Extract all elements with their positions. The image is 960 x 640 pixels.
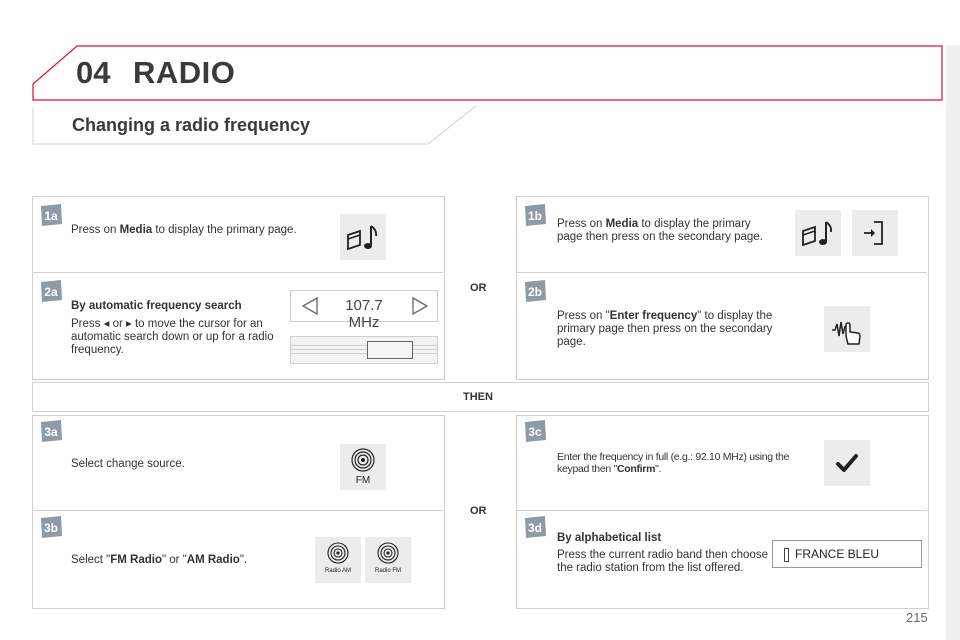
arrow-left-icon: ◂	[103, 318, 110, 330]
step-badge-text: 3a	[44, 425, 58, 439]
step-2b-text: Press on "Enter frequency" to display the primary page then press on the secondary page.	[557, 310, 773, 348]
station-list-item[interactable]	[772, 540, 922, 568]
media-icon	[340, 214, 386, 260]
chapter-title: RADIO	[133, 55, 236, 90]
confirm-button[interactable]	[824, 440, 870, 486]
step-badge-text: 3c	[528, 425, 542, 439]
step-badge-text: 2b	[527, 285, 543, 299]
or-label: OR	[470, 282, 487, 294]
page-number: 215	[906, 610, 928, 625]
step-2a-text: Press ◂ or ▸ to move the cursor for an automatic search down or up for a radio frequency.	[71, 318, 274, 356]
step-3a-text: Select change source.	[71, 458, 185, 470]
step-badge-text: 3d	[527, 521, 543, 535]
step-badge-1a	[38, 202, 64, 228]
media-button[interactable]	[340, 214, 386, 260]
slider-track-line	[291, 353, 437, 354]
search-down-button[interactable]	[299, 295, 321, 317]
panel-divider	[33, 510, 443, 511]
page-edge-strip	[946, 45, 960, 640]
step-badge-2b	[522, 278, 548, 304]
radio-fm-button[interactable]	[365, 537, 411, 583]
secondary-page-button[interactable]	[852, 210, 898, 256]
station-marker-icon	[784, 548, 789, 562]
step-badge-text: 1a	[44, 209, 58, 223]
slider-cursor[interactable]	[367, 341, 413, 359]
search-up-button[interactable]	[409, 295, 431, 317]
checkmark-icon	[824, 440, 870, 486]
radio-fm-label: Radio FM	[374, 568, 401, 574]
media-button[interactable]	[795, 210, 841, 256]
step-badge-text: 1b	[527, 209, 543, 223]
frequency-value: 107.7 MHz	[345, 297, 383, 331]
enter-frequency-button[interactable]	[824, 306, 870, 352]
or-label: OR	[470, 505, 487, 517]
radio-wave-icon	[315, 537, 361, 583]
section-title: Changing a radio frequency	[72, 115, 311, 135]
step-badge-3d	[522, 514, 548, 540]
step-badge-text: 2a	[44, 285, 58, 299]
source-label: FM	[355, 475, 371, 486]
frequency-display	[290, 290, 438, 331]
change-source-button[interactable]	[340, 444, 386, 490]
secondary-page-icon	[852, 210, 898, 256]
step-3b-text: Select "FM Radio" or "AM Radio".	[71, 554, 248, 566]
step-3d-text: Press the current radio band then choose the radio station from the list offered.	[557, 549, 768, 574]
step-badge-2a	[38, 278, 64, 304]
station-name: FRANCE BLEU	[795, 547, 880, 561]
step-2a-heading: By automatic frequency search	[71, 300, 242, 312]
slider-track-line	[291, 345, 437, 346]
step-1a-text: Press on Media to display the primary page.	[71, 224, 297, 236]
then-label: THEN	[463, 391, 493, 403]
step-badge-text: 3b	[43, 521, 59, 535]
panel-divider	[517, 510, 927, 511]
media-icon	[795, 210, 841, 256]
enter-frequency-icon	[824, 306, 870, 352]
frequency-slider[interactable]	[290, 336, 438, 364]
step-badge-3b	[38, 514, 64, 540]
step-3c-text: Enter the frequency in full (e.g.: 92.10 MHz) using the keypad then "Confirm".	[557, 451, 790, 475]
panel-divider	[33, 272, 443, 273]
step-badge-3c	[522, 418, 548, 444]
slider-track-line	[291, 349, 437, 350]
step-1b-text: Press on Media to display the primary page then press on the secondary page.	[557, 218, 763, 243]
step-badge-3a	[38, 418, 64, 444]
step-badge-1b	[522, 202, 548, 228]
arrow-right-icon: ▸	[126, 318, 132, 330]
chapter-number: 04	[76, 55, 111, 90]
radio-am-button[interactable]	[315, 537, 361, 583]
radio-wave-icon	[365, 537, 411, 583]
step-3d-heading: By alphabetical list	[557, 532, 662, 544]
radio-am-label: Radio AM	[324, 568, 351, 574]
panel-divider	[517, 272, 927, 273]
